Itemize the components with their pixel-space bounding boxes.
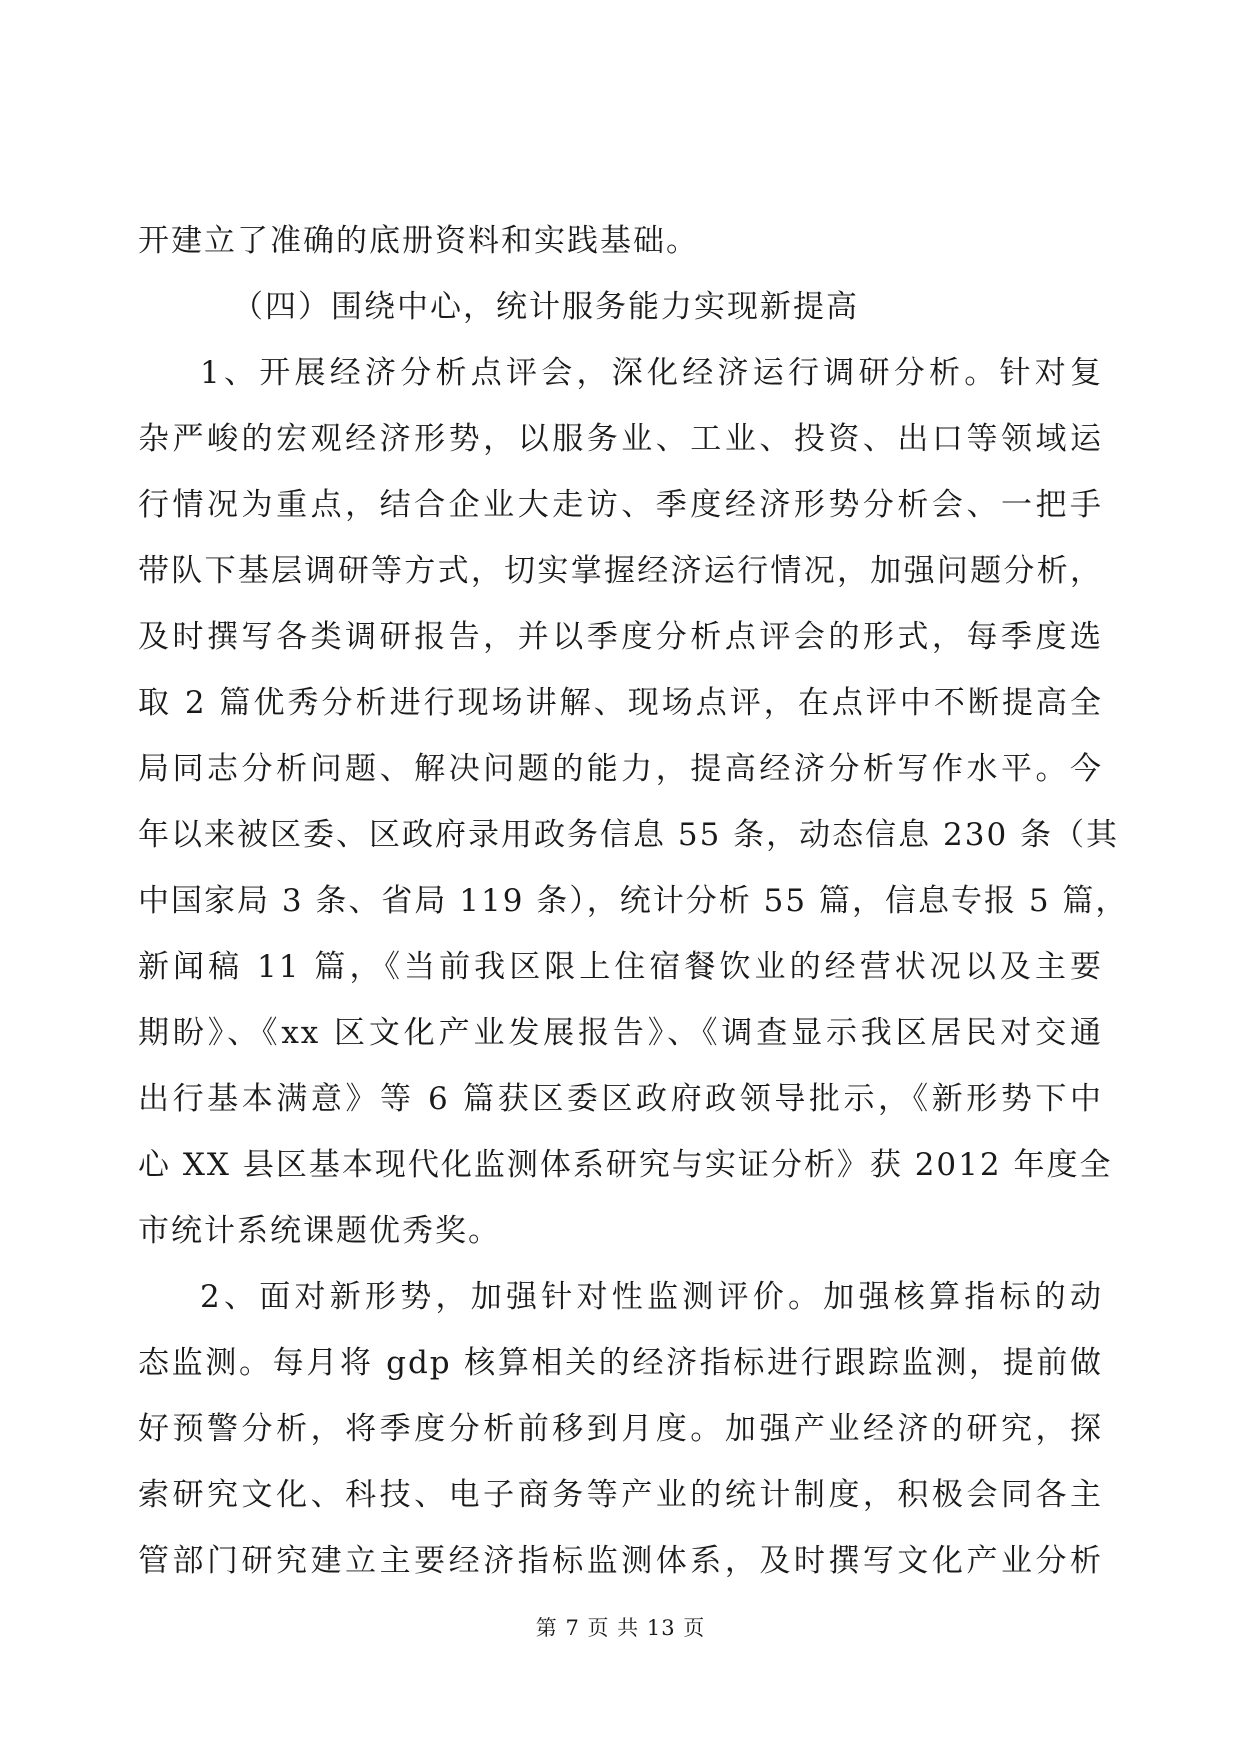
paragraph-line: 开建立了准确的底册资料和实践基础。 xyxy=(138,223,699,259)
paragraph-line: 杂严峻的宏观经济形势，以服务业、工业、投资、出口等领域运 xyxy=(138,421,1103,457)
paragraph-line: 新闻稿 11 篇，《当前我区限上住宿餐饮业的经营状况以及主要 xyxy=(138,949,1103,985)
paragraph-line: 市统计系统课题优秀奖。 xyxy=(138,1213,501,1249)
paragraph-line: 好预警分析，将季度分析前移到月度。加强产业经济的研究，探 xyxy=(138,1411,1103,1447)
body-text xyxy=(138,208,1129,1594)
paragraph-line: 出行基本满意》等 6 篇获区委区政府政领导批示，《新形势下中 xyxy=(138,1081,1103,1117)
paragraph-line: 行情况为重点，结合企业大走访、季度经济形势分析会、一把手 xyxy=(138,487,1103,523)
paragraph-line: 索研究文化、科技、电子商务等产业的统计制度，积极会同各主 xyxy=(138,1477,1103,1513)
paragraph-line: 局同志分析问题、解决问题的能力，提高经济分析写作水平。今 xyxy=(138,751,1103,787)
paragraph-line: 带队下基层调研等方式，切实掌握经济运行情况，加强问题分析， xyxy=(138,553,1103,589)
paragraph-line: 及时撰写各类调研报告，并以季度分析点评会的形式，每季度选 xyxy=(138,619,1103,655)
paragraph-line: 中国家局 3 条、省局 119 条），统计分析 55 篇，信息专报 5 篇， xyxy=(138,883,1129,919)
paragraph-line: 2、面对新形势，加强针对性监测评价。加强核算指标的动 xyxy=(200,1279,1103,1315)
page-footer: 第 7 页 共 13 页 xyxy=(535,1616,706,1640)
paragraph-line: 期盼》、《xx 区文化产业发展报告》、《调查显示我区居民对交通 xyxy=(138,1015,1103,1051)
paragraph-line: 态监测。每月将 gdp 核算相关的经济指标进行跟踪监测，提前做 xyxy=(138,1345,1103,1381)
paragraph-line: 心 XX 县区基本现代化监测体系研究与实证分析》获 2012 年度全 xyxy=(138,1147,1113,1183)
section-heading: （四）围绕中心，统计服务能力实现新提高 xyxy=(232,289,859,325)
paragraph-line: 管部门研究建立主要经济指标监测体系，及时撰写文化产业分析 xyxy=(138,1543,1103,1579)
paragraph-line: 取 2 篇优秀分析进行现场讲解、现场点评，在点评中不断提高全 xyxy=(138,685,1103,721)
paragraph-line: 1、开展经济分析点评会，深化经济运行调研分析。针对复 xyxy=(200,355,1103,391)
paragraph-line: 年以来被区委、区政府录用政务信息 55 条，动态信息 230 条（其 xyxy=(138,817,1120,853)
